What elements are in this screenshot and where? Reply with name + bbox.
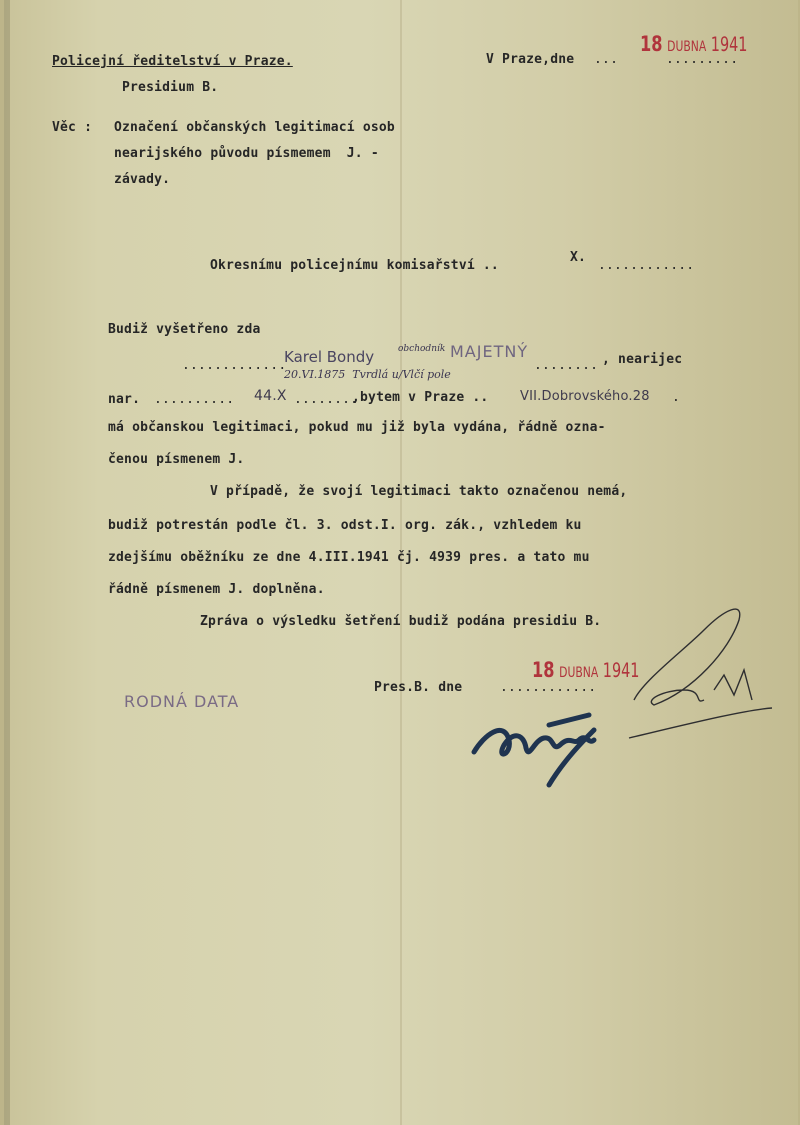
stamp-day: 18 [640, 31, 663, 58]
subject-line-3: závady. [114, 172, 171, 187]
department-heading: Presidium B. [122, 80, 219, 95]
signatures [4, 0, 798, 1125]
address-value: VII.Dobrovského.28 [520, 389, 650, 404]
nar-dots-2: ........ [294, 392, 359, 407]
stamp-year-bottom: 1941 [602, 659, 640, 682]
nar-label: nar. [108, 392, 141, 407]
paragraph-1-line-2: čenou písmenem J. [108, 452, 245, 467]
stamp-day-bottom: 18 [532, 657, 555, 684]
addressee-district: X. [570, 250, 587, 265]
name-dots-right: ........ [534, 358, 599, 373]
report-instruction: Zpráva o výsledku šetření budiž podána presidiu B. [200, 614, 602, 629]
paragraph-2-line-3: zdejšímu oběžníku ze dne 4.III.1941 čj. 4939 pres. a tato mu [108, 550, 590, 565]
subject-label: Věc : [52, 120, 93, 135]
place-date-label: V Praze,dne [486, 52, 575, 67]
office-heading: Policejní ředitelství v Praze. [52, 54, 293, 69]
ink-signature [474, 715, 594, 785]
body-intro: Budiž vyšetřeno zda [108, 322, 261, 337]
nearijec-text: , nearijec [602, 352, 683, 367]
address-dots: . [672, 390, 681, 405]
rodna-data-stamp: RODNÁ DATA [124, 692, 240, 711]
paragraph-2-line-2: budiž potrestán podle čl. 3. odst.I. org. zák., vzhledem ku [108, 518, 582, 533]
bytem-label: ,bytem v Praze .. [352, 390, 489, 405]
pres-date-dots: ............ [500, 680, 597, 695]
paragraph-1-line-1: má občanskou legitimaci, pokud mu již byla vydána, řádně ozna- [108, 420, 606, 435]
name-stamp: MAJETNÝ [450, 342, 529, 361]
pres-date-label: Pres.B. dne [374, 680, 463, 695]
stamp-month-bottom: DUBNA [559, 663, 599, 681]
name-dots-left: ............. [182, 358, 287, 373]
addressee-dots: ............ [598, 258, 695, 273]
name-handwritten: Karel Bondy [284, 348, 375, 366]
addressee-text: Okresnímu policejnímu komisařství .. [210, 258, 499, 273]
place-date-dots: ... [586, 52, 619, 67]
subject-line-2: nearijského původu písmemem J. - [114, 146, 379, 161]
stamp-month: DUBNA [667, 37, 707, 55]
place-date-trail: ......... [666, 52, 739, 67]
paragraph-2-line-1: V případě, že svojí legitimaci takto označenou nemá, [210, 484, 628, 499]
name-handwritten-note: obchodník [398, 344, 446, 354]
age-value: 44.X [254, 388, 287, 404]
paragraph-2-line-4: řádně písmenem J. doplněna. [108, 582, 325, 597]
stamp-year: 1941 [710, 33, 748, 56]
subject-line-1: Označení občanských legitimací osob [114, 120, 395, 135]
pencil-signature [629, 609, 772, 738]
birth-handwritten: 20.VI.1875 Tvrdlá u/Vlčí pole [284, 368, 451, 381]
document-page [4, 0, 798, 1125]
nar-dots: .......... [154, 392, 235, 407]
